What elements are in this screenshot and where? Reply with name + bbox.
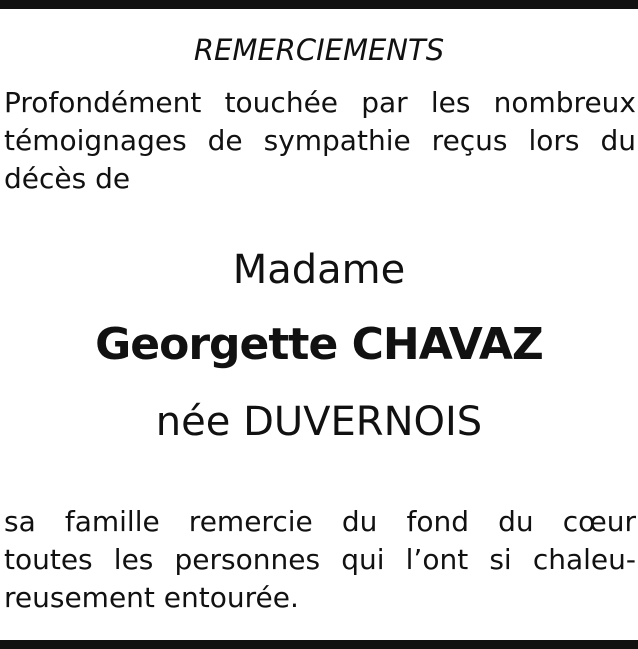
closing-line: sa famille remercie du fond du cœur [4, 505, 636, 538]
intro-line: Profondément touchée par les nombreux [4, 86, 636, 119]
closing-line: toutes les personnes qui l’ont si chaleu- [4, 543, 636, 576]
intro-line: témoignages de sympathie reçus lors du [4, 124, 636, 157]
top-rule [0, 0, 638, 9]
maiden-name: née DUVERNOIS [155, 399, 483, 445]
closing-line: reusement entourée. [4, 581, 299, 614]
intro-line: décès de [4, 162, 131, 195]
notice-heading: REMERCIEMENTS [193, 33, 445, 67]
deceased-name: Georgette CHAVAZ [95, 319, 543, 370]
honorific: Madame [232, 247, 406, 293]
intro-paragraph [4, 84, 636, 198]
bottom-rule [0, 640, 638, 649]
closing-paragraph [4, 503, 636, 617]
